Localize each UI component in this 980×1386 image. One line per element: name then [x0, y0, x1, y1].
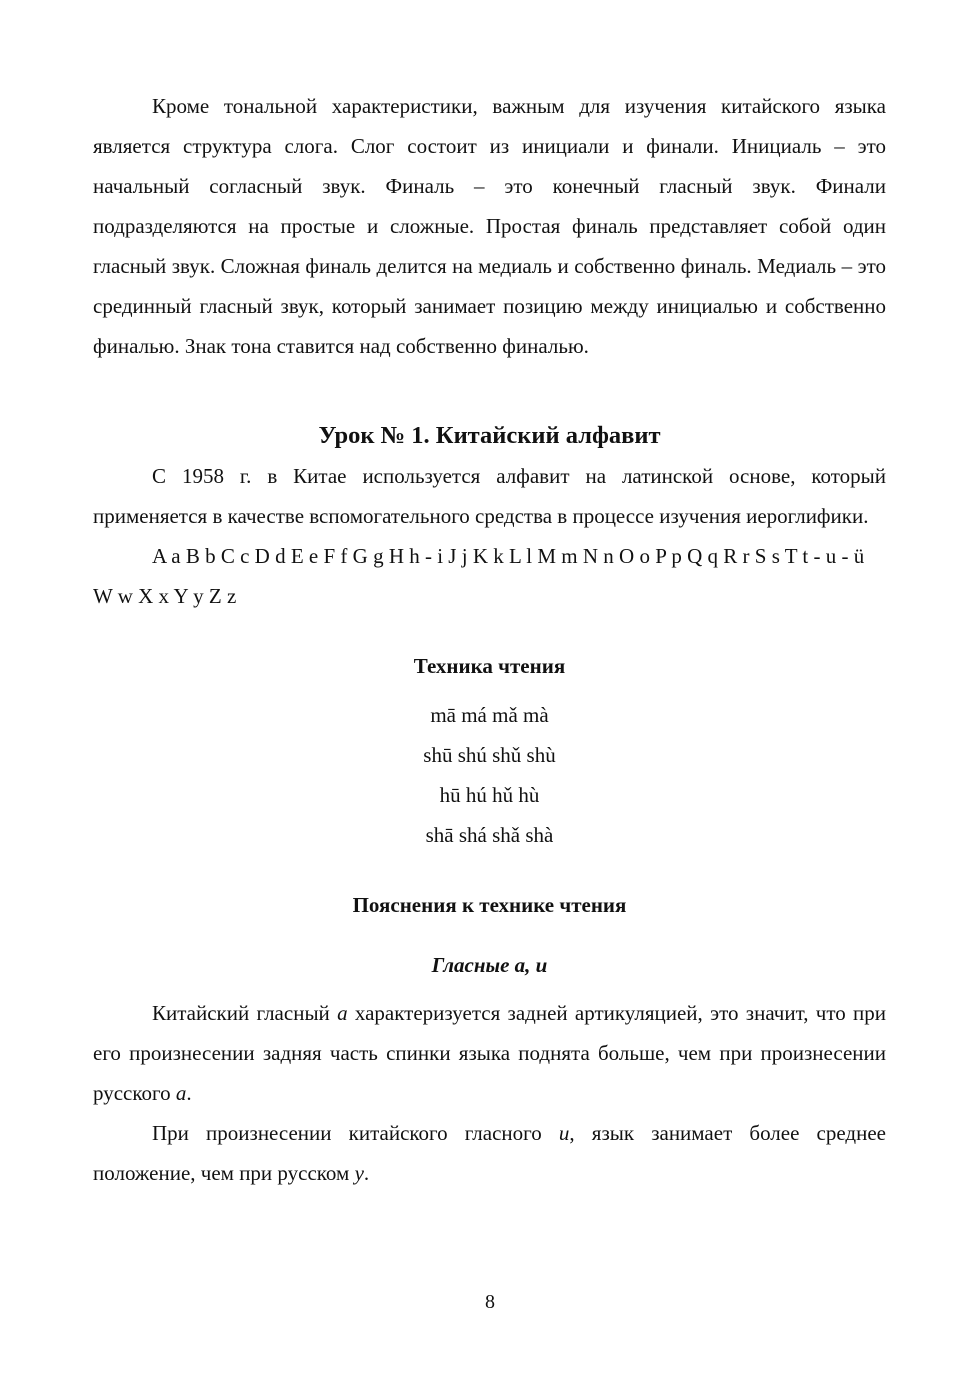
intro-paragraph: Кроме тональной характеристики, важным для изучения китайского языка является структура слога. Слог состоит из инициали и финали. Инициаль – это начальный согласный звук. Финаль – это конечный гласный звук. Финали подразделяются на простые и сложные. Простая финаль представляет собой один гласный звук. Сложная финаль делится на медиаль и собственно финаль. Медиаль – это срединный гласный звук, который занимает позицию между инициалью и собственно финалью. Знак тона ставится над собственно финалью. [93, 94, 886, 358]
vowel-u-text-before: При произнесении китайского гласного [152, 1121, 559, 1145]
reading-line: hū hú hǔ hù [439, 783, 540, 807]
vowel-u-letter-ru: у [354, 1161, 364, 1185]
reading-line: mā má mǎ mà [430, 703, 549, 727]
vowel-a-letter-ru: а [175, 1081, 187, 1105]
reading-technique-title: Техника чтения [413, 654, 566, 678]
alphabet-line: A a B b C c D d E e F f G g H h - i J j K k L l M m N n O o P p Q q R r S s T t - u - ü W w X x Y y Z z [93, 544, 865, 608]
document-page [93, 86, 886, 1193]
vowel-u-paragraph [93, 1113, 886, 1193]
reading-technique-list [93, 695, 886, 855]
vowel-a-text-middle: характеризуется задней артикуляцией, это значит, что при его произнесении задняя часть спинки языка поднята больше, чем при произнесении русского [93, 1001, 886, 1105]
vowel-u-letter: и [558, 1121, 570, 1145]
reading-line: shū shú shǔ shù [423, 743, 556, 767]
vowel-a-text-after: . [186, 1081, 192, 1105]
vowel-a-letter: а [337, 1001, 348, 1025]
vowel-a-paragraph [93, 993, 886, 1113]
explanations-title: Пояснения к технике чтения [352, 893, 627, 917]
vowel-u-text-after: . [363, 1161, 370, 1185]
lesson-paragraph: С 1958 г. в Китае используется алфавит на латинской основе, который применяется в качестве вспомогательного средства в процессе изучения иероглифики. [93, 464, 886, 528]
lesson-title: Урок № 1. Китайский алфавит [318, 422, 661, 449]
vowels-title: Гласные а, и [431, 953, 548, 977]
vowel-u-text-middle: , язык занимает более среднее положение, чем при русском [93, 1121, 886, 1185]
vowel-a-text-before: Китайский гласный [152, 1001, 338, 1025]
page-number: 8 [485, 1291, 495, 1313]
reading-line: shā shá shǎ shà [425, 823, 554, 847]
